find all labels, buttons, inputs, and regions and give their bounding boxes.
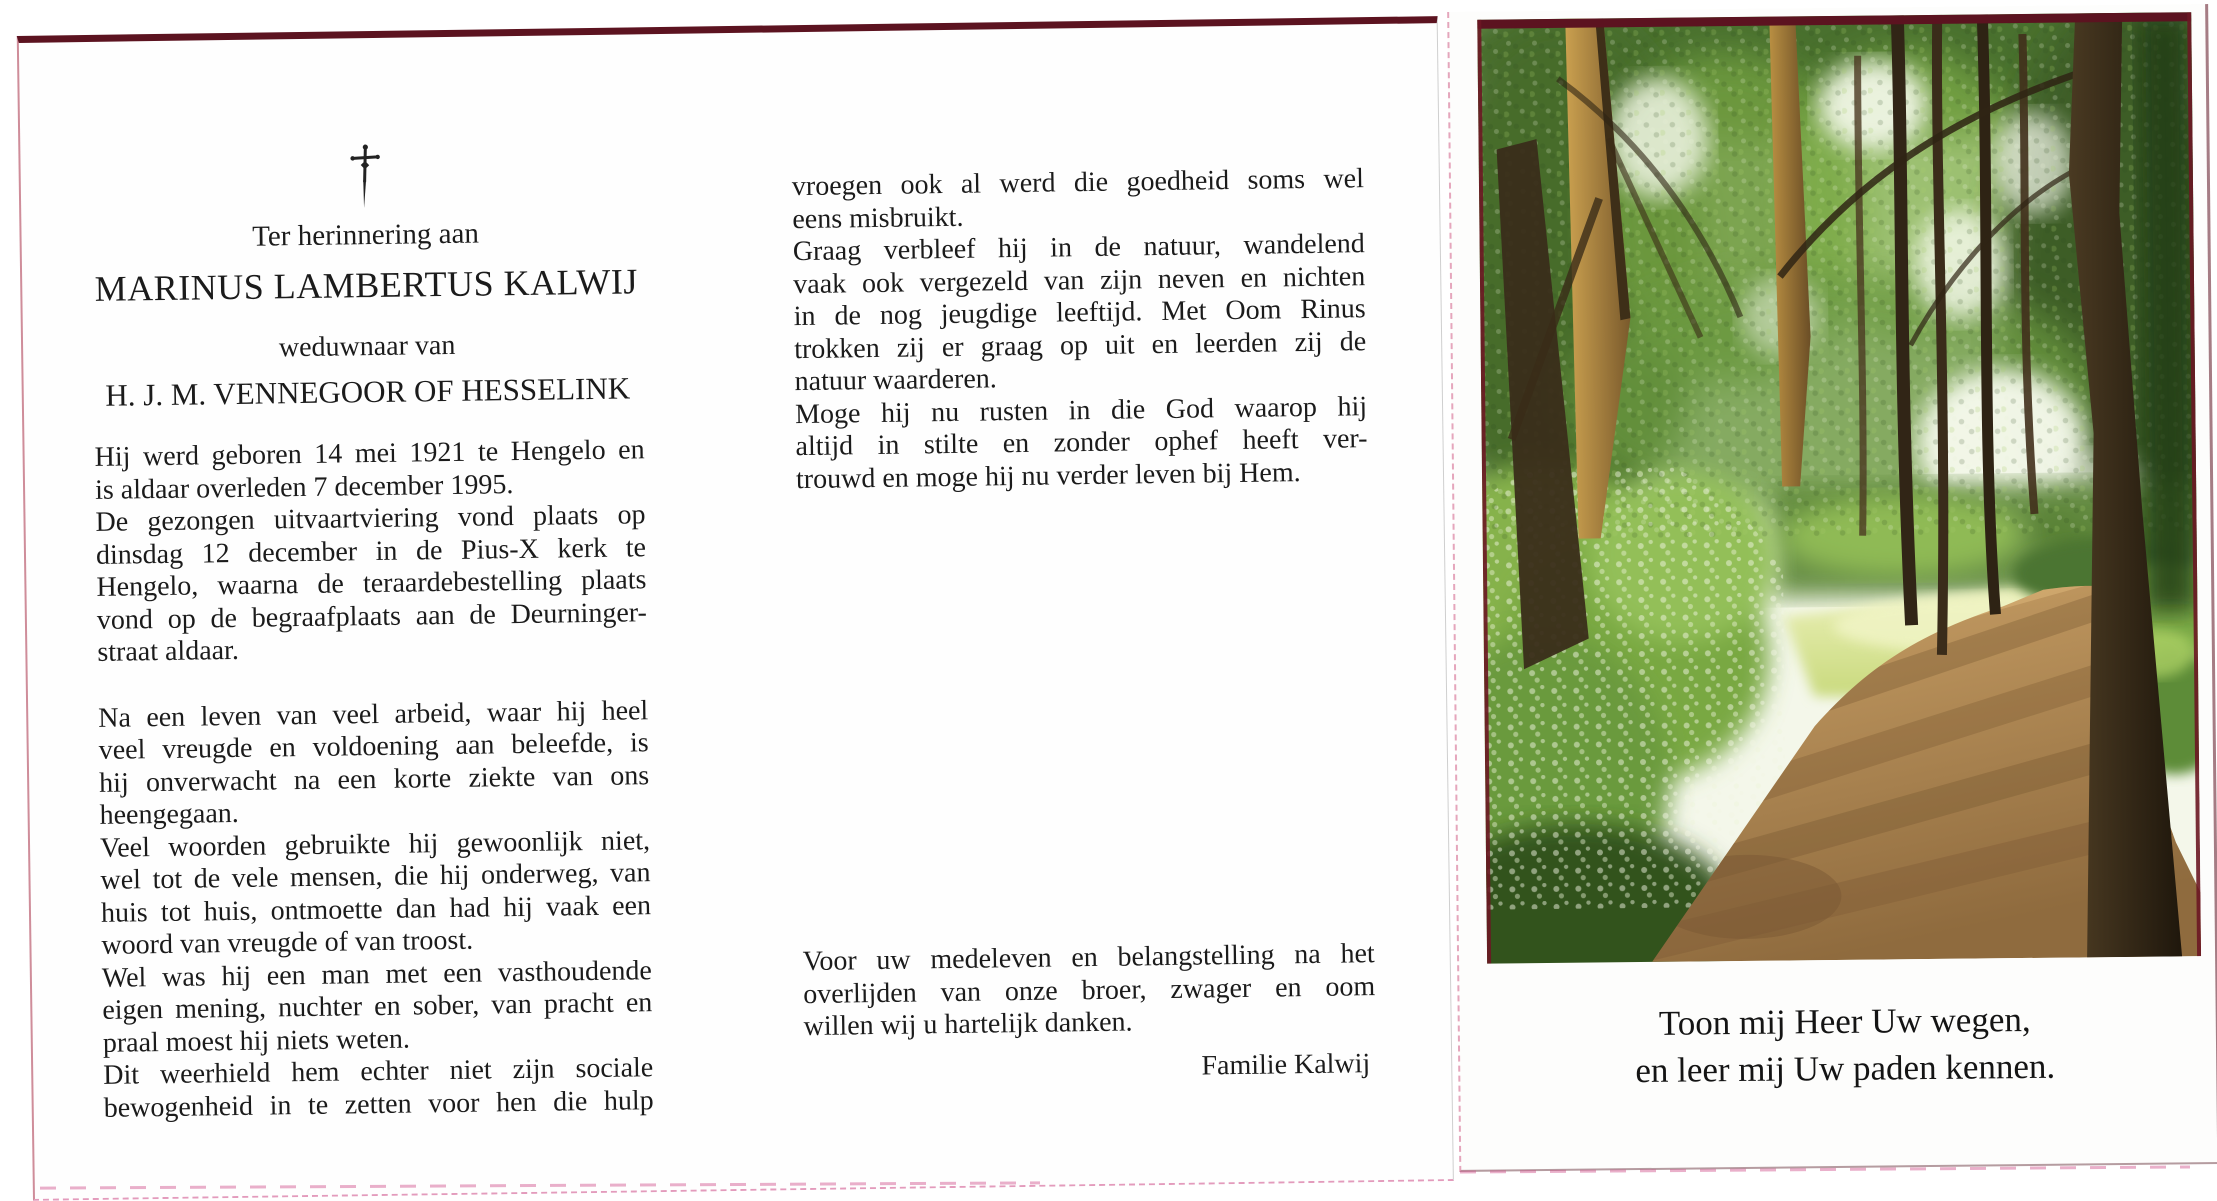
- text-line: vond op de begraafplaats aan de Deurninger-: [96, 596, 648, 636]
- cross-icon: [86, 138, 643, 214]
- paragraph: [795, 391, 1368, 496]
- photo-card: [1447, 4, 2217, 1172]
- paragraph: [803, 938, 1376, 1043]
- text-line: Wel was hij een man met een vasthoudende: [101, 954, 653, 994]
- text-line: vroegen ook al werd die goedheid soms wel: [791, 163, 1365, 203]
- paragraph: [100, 825, 652, 963]
- family-signature: Familie Kalwij: [1201, 1048, 1371, 1082]
- caption-line-2: en leer mij Uw paden kennen.: [1635, 1046, 2056, 1091]
- text-line: dinsdag 12 december in de Pius-X kerk te: [95, 531, 647, 571]
- text-line: willen wij u hartelijk danken.: [803, 1006, 1133, 1043]
- text-line: straat aldaar.: [97, 634, 240, 668]
- text-line: huis tot huis, ontmoette dan had hij vaak een: [100, 889, 652, 929]
- text-line: De gezongen uitvaartviering vond plaats op: [95, 499, 646, 538]
- text-line: hij onverwacht na een korte ziekte van ons: [98, 759, 650, 799]
- paragraph: [103, 1052, 654, 1125]
- text-line: trokken zij er graag op uit en leerden zij de: [793, 325, 1367, 365]
- forest-path-photo: [1477, 12, 2201, 963]
- paragraph: [792, 163, 1365, 236]
- text-line: Hij werd geboren 14 mei 1921 te Hengelo en: [94, 434, 645, 473]
- text-line: Hengelo, waarna de teraardebestelling plaats: [96, 564, 647, 603]
- text-line: wel tot de vele mensen, die hij onderweg, van: [100, 857, 651, 896]
- text-line: Voor uw medeleven en belangstelling na het: [802, 938, 1375, 978]
- paragraph: [98, 695, 650, 833]
- paragraph: [793, 228, 1367, 398]
- obituary-column-left: [94, 434, 653, 1125]
- text-line: woord van vreugde of van troost.: [101, 924, 474, 961]
- paragraph: [95, 499, 647, 669]
- text-line: altijd in stilte en zonder ophef heeft ver-: [795, 423, 1368, 463]
- text-line: Moge hij nu rusten in die God waarop hij: [794, 390, 1368, 430]
- relation-label: weduwnaar van: [278, 329, 456, 364]
- text-line: eens misbruikt.: [792, 201, 964, 235]
- spouse-name: H. J. M. VENNEGOOR OF HESSELINK: [105, 370, 631, 413]
- thanks-paragraph: [803, 938, 1376, 1043]
- text-line: Dit weerhield hem echter niet zijn sociale: [103, 1052, 654, 1091]
- text-line: Veel woorden gebruikte hij gewoonlijk niet,: [99, 824, 651, 864]
- paragraph: [102, 955, 653, 1060]
- text-line: trouwd en moge hij nu verder leven bij Hem.: [795, 456, 1301, 495]
- psalm-caption: [1488, 994, 2203, 1095]
- text-line: natuur waarderen.: [794, 363, 997, 398]
- text-line: Na een leven van veel arbeid, waar hij heel: [98, 694, 649, 734]
- obituary-column-right: [792, 163, 1368, 496]
- text-line: heengegaan.: [99, 797, 239, 831]
- deceased-name: MARINUS LAMBERTUS KALWIJ: [94, 261, 639, 309]
- paragraph: [94, 434, 645, 507]
- text-line: vaak ook vergezeld van zijn neven en nichten: [793, 260, 1366, 300]
- memorial-text-card: [17, 16, 1454, 1201]
- text-line: veel vreugde en voldoening aan beleefde, is: [98, 727, 649, 766]
- text-line: is aldaar overleden 7 december 1995.: [94, 468, 514, 506]
- text-line: in de nog jeugdige leeftijd. Met Oom Rinus: [793, 293, 1366, 333]
- in-memory-label: Ter herinnering aan: [252, 217, 480, 253]
- text-line: overlijden van onze broer, zwager en oom: [802, 970, 1376, 1010]
- caption-line-1: Toon mij Heer Uw wegen,: [1658, 999, 2031, 1043]
- text-line: Graag verbleef hij in de natuur, wandelend: [792, 228, 1365, 268]
- text-line: eigen mening, nuchter en sober, van pracht en: [102, 987, 653, 1026]
- text-line: bewogenheid in te zetten voor hen die hulp: [103, 1084, 654, 1124]
- text-line: praal moest hij niets weten.: [102, 1023, 411, 1059]
